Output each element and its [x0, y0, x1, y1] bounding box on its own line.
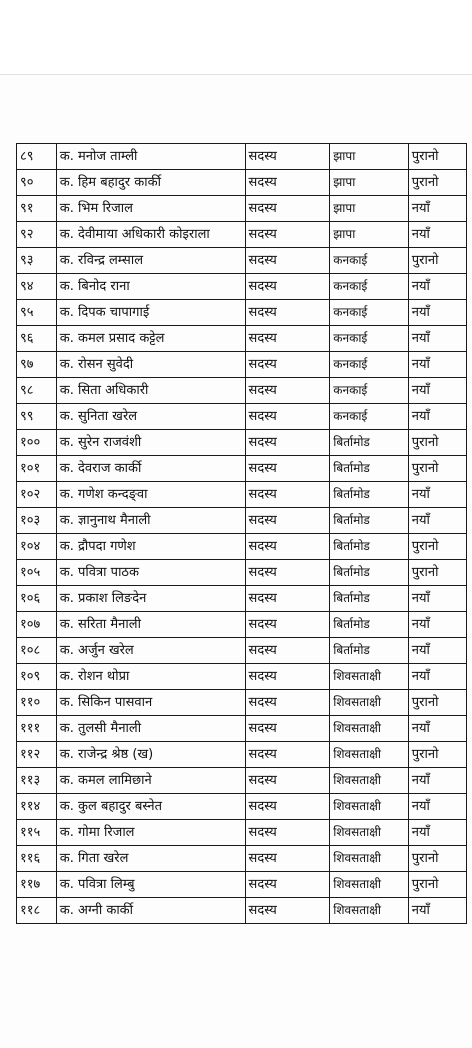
area-cell: बिर्तामोड [330, 456, 409, 482]
status-cell: नयाँ [408, 378, 466, 404]
serial-number-cell: ११४ [17, 794, 57, 820]
status-cell: नयाँ [408, 508, 466, 534]
table-row [17, 222, 467, 248]
table-row [17, 820, 467, 846]
table-row [17, 612, 467, 638]
area-cell: कनकाई [330, 248, 409, 274]
area-cell: शिवसताक्षी [330, 820, 409, 846]
role-cell: सदस्य [245, 742, 330, 768]
role-cell: सदस्य [245, 352, 330, 378]
status-cell: नयाँ [408, 794, 466, 820]
member-name-cell: क. गिता खरेल [56, 846, 245, 872]
area-cell: बिर्तामोड [330, 560, 409, 586]
table-row [17, 274, 467, 300]
role-cell: सदस्य [245, 248, 330, 274]
table-row [17, 638, 467, 664]
area-cell: शिवसताक्षी [330, 664, 409, 690]
serial-number-cell: १०४ [17, 534, 57, 560]
table-row [17, 326, 467, 352]
serial-number-cell: १०७ [17, 612, 57, 638]
serial-number-cell: ९७ [17, 352, 57, 378]
table-row [17, 742, 467, 768]
role-cell: सदस्य [245, 898, 330, 924]
member-roster-body [17, 144, 467, 924]
status-cell: पुरानो [408, 690, 466, 716]
serial-number-cell: ९१ [17, 196, 57, 222]
serial-number-cell: ९३ [17, 248, 57, 274]
area-cell: बिर्तामोड [330, 638, 409, 664]
role-cell: सदस्य [245, 768, 330, 794]
role-cell: सदस्य [245, 456, 330, 482]
serial-number-cell: ९९ [17, 404, 57, 430]
table-row [17, 248, 467, 274]
member-name-cell: क. ज्ञानुनाथ मैनाली [56, 508, 245, 534]
table-row [17, 144, 467, 170]
table-row [17, 482, 467, 508]
table-row [17, 794, 467, 820]
area-cell: झापा [330, 144, 409, 170]
member-name-cell: क. देवराज कार्की [56, 456, 245, 482]
role-cell: सदस्य [245, 716, 330, 742]
role-cell: सदस्य [245, 872, 330, 898]
status-cell: नयाँ [408, 300, 466, 326]
member-name-cell: क. राजेन्द्र श्रेष्ठ (ख) [56, 742, 245, 768]
table-row [17, 352, 467, 378]
member-name-cell: क. अग्नी कार्की [56, 898, 245, 924]
area-cell: शिवसताक्षी [330, 768, 409, 794]
role-cell: सदस्य [245, 404, 330, 430]
area-cell: शिवसताक्षी [330, 846, 409, 872]
status-cell: पुरानो [408, 170, 466, 196]
area-cell: बिर्तामोड [330, 430, 409, 456]
role-cell: सदस्य [245, 378, 330, 404]
member-name-cell: क. पवित्रा लिम्बु [56, 872, 245, 898]
member-name-cell: क. अर्जुन खरेल [56, 638, 245, 664]
status-cell: नयाँ [408, 586, 466, 612]
area-cell: झापा [330, 222, 409, 248]
area-cell: झापा [330, 196, 409, 222]
serial-number-cell: १११ [17, 716, 57, 742]
status-cell: नयाँ [408, 716, 466, 742]
table-row [17, 534, 467, 560]
status-cell: नयाँ [408, 820, 466, 846]
member-name-cell: क. कमल लामिछाने [56, 768, 245, 794]
area-cell: शिवसताक्षी [330, 742, 409, 768]
role-cell: सदस्य [245, 222, 330, 248]
serial-number-cell: ९२ [17, 222, 57, 248]
role-cell: सदस्य [245, 482, 330, 508]
status-cell: नयाँ [408, 612, 466, 638]
table-row [17, 898, 467, 924]
role-cell: सदस्य [245, 196, 330, 222]
status-cell: नयाँ [408, 274, 466, 300]
serial-number-cell: ११७ [17, 872, 57, 898]
status-cell: पुरानो [408, 430, 466, 456]
area-cell: कनकाई [330, 378, 409, 404]
status-cell: नयाँ [408, 352, 466, 378]
role-cell: सदस्य [245, 534, 330, 560]
status-cell: नयाँ [408, 404, 466, 430]
role-cell: सदस्य [245, 300, 330, 326]
member-name-cell: क. तुलसी मैनाली [56, 716, 245, 742]
role-cell: सदस्य [245, 144, 330, 170]
serial-number-cell: १०० [17, 430, 57, 456]
member-name-cell: क. कुल बहादुर बस्नेत [56, 794, 245, 820]
status-cell: नयाँ [408, 898, 466, 924]
area-cell: शिवसताक्षी [330, 794, 409, 820]
member-name-cell: क. प्रकाश लिङदेन [56, 586, 245, 612]
area-cell: कनकाई [330, 274, 409, 300]
table-row [17, 456, 467, 482]
role-cell: सदस्य [245, 846, 330, 872]
serial-number-cell: ११० [17, 690, 57, 716]
serial-number-cell: १०२ [17, 482, 57, 508]
serial-number-cell: १०१ [17, 456, 57, 482]
area-cell: कनकाई [330, 352, 409, 378]
status-cell: पुरानो [408, 456, 466, 482]
serial-number-cell: ९६ [17, 326, 57, 352]
role-cell: सदस्य [245, 560, 330, 586]
status-cell: नयाँ [408, 768, 466, 794]
role-cell: सदस्य [245, 326, 330, 352]
member-name-cell: क. कमल प्रसाद कट्टेल [56, 326, 245, 352]
member-name-cell: क. गणेश कन्दङ्वा [56, 482, 245, 508]
table-row [17, 196, 467, 222]
member-name-cell: क. भिम रिजाल [56, 196, 245, 222]
status-cell: पुरानो [408, 872, 466, 898]
serial-number-cell: १०३ [17, 508, 57, 534]
area-cell: कनकाई [330, 300, 409, 326]
serial-number-cell: ९८ [17, 378, 57, 404]
status-cell: नयाँ [408, 326, 466, 352]
member-name-cell: क. हिम बहादुर कार्की [56, 170, 245, 196]
table-row [17, 664, 467, 690]
area-cell: कनकाई [330, 326, 409, 352]
member-name-cell: क. बिनोद राना [56, 274, 245, 300]
table-row [17, 508, 467, 534]
area-cell: झापा [330, 170, 409, 196]
table-row [17, 300, 467, 326]
role-cell: सदस्य [245, 170, 330, 196]
top-band [0, 0, 472, 74]
member-name-cell: क. रोशन थोप्रा [56, 664, 245, 690]
table-row [17, 170, 467, 196]
table-row [17, 430, 467, 456]
status-cell: नयाँ [408, 664, 466, 690]
serial-number-cell: ९४ [17, 274, 57, 300]
serial-number-cell: ९० [17, 170, 57, 196]
table-row [17, 846, 467, 872]
table-row [17, 690, 467, 716]
table-row [17, 872, 467, 898]
area-cell: बिर्तामोड [330, 482, 409, 508]
role-cell: सदस्य [245, 586, 330, 612]
member-name-cell: क. सुरेन राजवंशी [56, 430, 245, 456]
table-row [17, 586, 467, 612]
member-name-cell: क. गोमा रिजाल [56, 820, 245, 846]
role-cell: सदस्य [245, 664, 330, 690]
member-name-cell: क. मनोज ताम्ली [56, 144, 245, 170]
role-cell: सदस्य [245, 430, 330, 456]
area-cell: बिर्तामोड [330, 612, 409, 638]
member-roster-table [16, 143, 467, 924]
member-name-cell: क. सरिता मैनाली [56, 612, 245, 638]
member-name-cell: क. द्रौपदा गणेश [56, 534, 245, 560]
serial-number-cell: ११२ [17, 742, 57, 768]
table-row [17, 560, 467, 586]
status-cell: पुरानो [408, 534, 466, 560]
area-cell: कनकाई [330, 404, 409, 430]
member-name-cell: क. पवित्रा पाठक [56, 560, 245, 586]
table-row [17, 716, 467, 742]
role-cell: सदस्य [245, 638, 330, 664]
table-row [17, 404, 467, 430]
member-name-cell: क. रविन्द्र लम्साल [56, 248, 245, 274]
area-cell: शिवसताक्षी [330, 898, 409, 924]
status-cell: पुरानो [408, 560, 466, 586]
area-cell: बिर्तामोड [330, 534, 409, 560]
area-cell: बिर्तामोड [330, 508, 409, 534]
serial-number-cell: ९५ [17, 300, 57, 326]
serial-number-cell: ११३ [17, 768, 57, 794]
serial-number-cell: ८९ [17, 144, 57, 170]
serial-number-cell: १०५ [17, 560, 57, 586]
serial-number-cell: १०८ [17, 638, 57, 664]
status-cell: नयाँ [408, 638, 466, 664]
serial-number-cell: १०९ [17, 664, 57, 690]
role-cell: सदस्य [245, 794, 330, 820]
member-name-cell: क. दिपक चापागाई [56, 300, 245, 326]
member-name-cell: क. देवीमाया अधिकारी कोइराला [56, 222, 245, 248]
serial-number-cell: ११५ [17, 820, 57, 846]
serial-number-cell: ११८ [17, 898, 57, 924]
member-name-cell: क. सिता अधिकारी [56, 378, 245, 404]
serial-number-cell: ११६ [17, 846, 57, 872]
status-cell: नयाँ [408, 196, 466, 222]
role-cell: सदस्य [245, 508, 330, 534]
table-row [17, 768, 467, 794]
role-cell: सदस्य [245, 820, 330, 846]
status-cell: नयाँ [408, 222, 466, 248]
member-name-cell: क. रोसन सुवेदी [56, 352, 245, 378]
member-name-cell: क. सुनिता खरेल [56, 404, 245, 430]
status-cell: पुरानो [408, 846, 466, 872]
member-name-cell: क. सिकिन पासवान [56, 690, 245, 716]
area-cell: शिवसताक्षी [330, 716, 409, 742]
area-cell: बिर्तामोड [330, 586, 409, 612]
table-row [17, 378, 467, 404]
status-cell: नयाँ [408, 482, 466, 508]
role-cell: सदस्य [245, 274, 330, 300]
role-cell: सदस्य [245, 690, 330, 716]
role-cell: सदस्य [245, 612, 330, 638]
area-cell: शिवसताक्षी [330, 872, 409, 898]
serial-number-cell: १०६ [17, 586, 57, 612]
status-cell: पुरानो [408, 144, 466, 170]
area-cell: शिवसताक्षी [330, 690, 409, 716]
status-cell: पुरानो [408, 248, 466, 274]
status-cell: पुरानो [408, 742, 466, 768]
